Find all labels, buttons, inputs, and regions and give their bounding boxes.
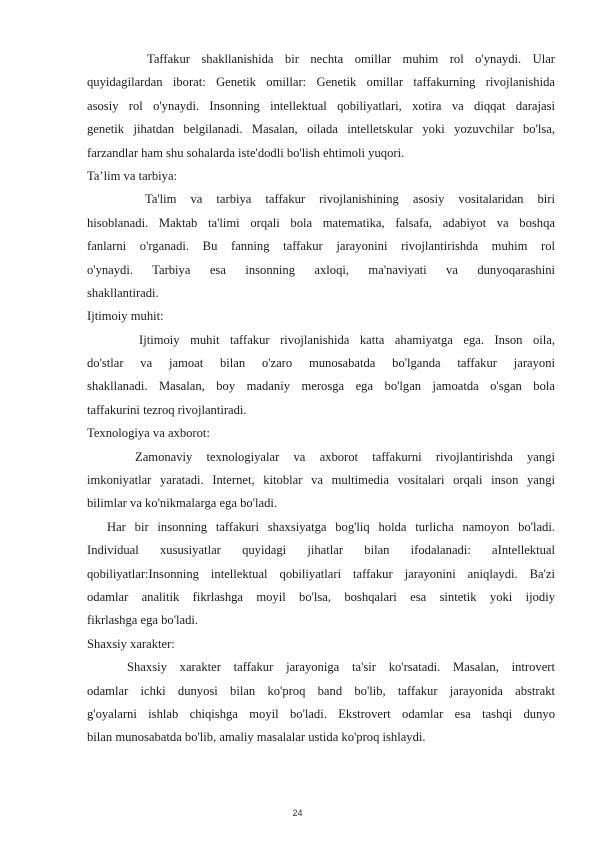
text-line: hisoblanadi. Maktab ta'limi orqali bola matematika, falsafa, adabiyot va boshqa — [87, 215, 555, 230]
page-number: 24 — [292, 808, 303, 818]
text-line: taffakurini tezroq rivojlantiradi. — [87, 402, 247, 417]
text-line: imkoniyatlar yaratadi. Internet, kitoblar va multimedia vositalari orqali inson yangi — [87, 473, 555, 488]
text-line: quyidagilardan iborat: Genetik omillar: Genetik omillar taffakurning rivojlanishida — [87, 75, 555, 90]
text-line: Taffakur shakllanishida bir nechta omillar muhim rol o'ynaydi. Ular — [147, 52, 555, 66]
text-line: fanlarni o'rganadi. Bu fanning taffakur jarayonini rivojlantirishda muhim rol — [87, 239, 555, 254]
text-line: qobiliyatlar:Insonning intellektual qobiliyatlari taffakur jarayonini aniqlaydi. Ba'zi — [87, 566, 555, 581]
text-line: bilan munosabatda bo'lib, amaliy masalalar ustida ko'proq ishlaydi. — [87, 730, 426, 745]
text-line: fikrlashga ega bo'ladi. — [87, 613, 199, 628]
text-line: o'ynaydi. Tarbiya esa insonning axloqi, ma'naviyati va dunyoqarashini — [87, 262, 555, 277]
text-line: asosiy rol o'ynaydi. Insonning intellektual qobiliyatlari, xotira va diqqat darajasi — [87, 98, 555, 113]
text-line: Texnologiya va axborot: — [87, 426, 210, 441]
text-line: Shaxsiy xarakter: — [87, 636, 175, 651]
text-line: shakllanadi. Masalan, boy madaniy merosga ega bo'lgan jamoatda o'sgan bola — [87, 379, 555, 394]
text-line: bilimlar va ko'nikmalarga ega bo'ladi. — [87, 496, 278, 511]
text-line: Ta'lim va tarbiya taffakur rivojlanishining asosiy vositalaridan biri — [145, 192, 555, 207]
text-line: Individual xususiyatlar quyidagi jihatlar bilan ifodalanadi: aIntellektual — [87, 543, 555, 558]
text-line: shakllantiradi. — [87, 285, 159, 300]
text-line: g'oyalarni ishlab chiqishga moyil bo'ladi. Ekstrovert odamlar esa tashqi dunyo — [87, 706, 555, 721]
text-line: Ijtimoiy muhit taffakur rivojlanishida katta ahamiyatga ega. Inson oila, — [139, 332, 555, 347]
text-line: Shaxsiy xarakter taffakur jarayoniga ta'sir ko'rsatadi. Masalan, introvert — [127, 660, 555, 675]
text-line: Zamonaviy texnologiyalar va axborot taffakurni rivojlantirishda yangi — [135, 449, 555, 464]
text-line: Har bir insonning taffakuri shaxsiyatga bog'liq holda turlicha namoyon bo'ladi. — [107, 519, 555, 534]
text-line: genetik jihatdan belgilanadi. Masalan, oilada intelletskular yoki yozuvchilar bo'lsa, — [87, 122, 555, 137]
text-line: odamlar analitik fikrlashga moyil bo'lsa, boshqalari esa sintetik yoki ijodiy — [87, 589, 555, 604]
text-line: Ta’lim va tarbiya: — [87, 168, 178, 183]
text-line: Ijtimoiy muhit: — [87, 309, 164, 324]
text-line: farzandlar ham shu sohalarda iste'dodli bo'lish ehtimoli yuqori. — [87, 145, 405, 160]
text-line: odamlar ichki dunyosi bilan ko'proq band bo'lib, taffakur jarayonida abstrakt — [87, 683, 555, 698]
document-body — [87, 48, 555, 750]
text-line: do'stlar va jamoat bilan o'zaro munosabatda bo'lganda taffakur jarayoni — [87, 356, 555, 371]
